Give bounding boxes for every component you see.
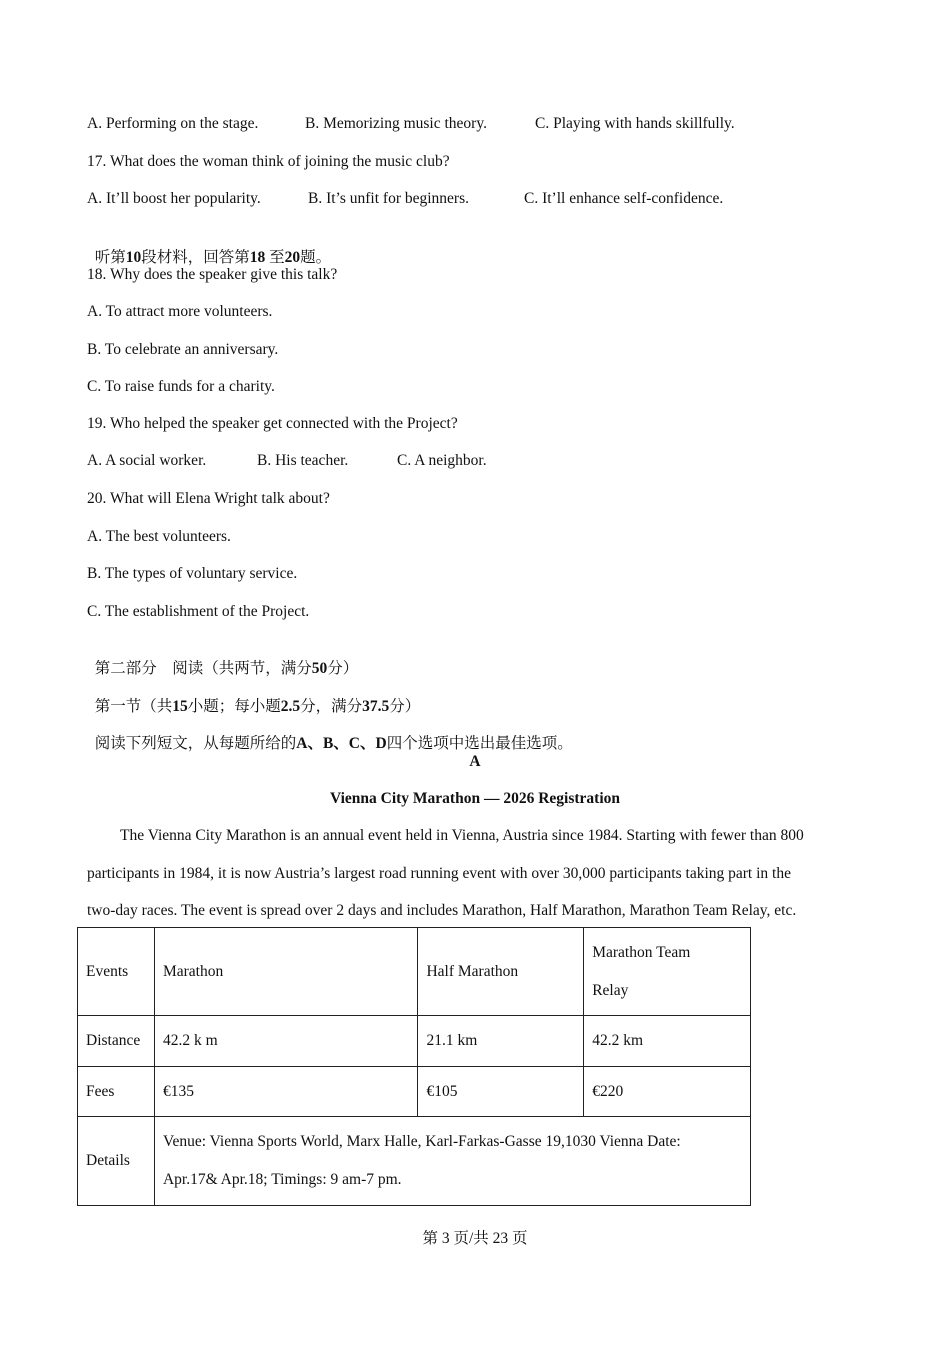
q17-options (0, 190, 950, 210)
table-row (78, 1067, 751, 1117)
table-cell: Events (78, 928, 155, 1016)
passage-title: Vienna City Marathon — 2026 Registration (329, 790, 621, 807)
q19-option-c: C. A neighbor. (397, 452, 487, 469)
q16-option-a: A. Performing on the stage. (87, 115, 259, 132)
q20-option-c: C. The establishment of the Project. (87, 603, 310, 620)
part2-heading: 第二部分 阅读（共两节，满分50分） (94, 660, 359, 677)
table-cell: Details (78, 1117, 155, 1206)
page-footer: 第 3 页/共 23 页 (422, 1230, 528, 1247)
passage-label: A (469, 753, 481, 770)
section1-heading: 第一节（共15小题；每小题2.5分，满分37.5分） (94, 698, 421, 715)
events-table (77, 927, 751, 1206)
table-cell: Marathon Team Relay (584, 928, 751, 1016)
table-cell: Half Marathon (418, 928, 584, 1016)
table-cell: €220 (584, 1067, 751, 1117)
q18-question: 18. Why does the speaker give this talk? (87, 266, 338, 283)
table-row (78, 1016, 751, 1067)
table-cell: €105 (418, 1067, 584, 1117)
q16-option-b: B. Memorizing music theory. (305, 115, 487, 132)
q17-option-a: A. It’ll boost her popularity. (87, 190, 261, 207)
q19-options (0, 452, 950, 472)
q18-option-b: B. To celebrate an anniversary. (87, 341, 279, 358)
q16-option-c: C. Playing with hands skillfully. (535, 115, 735, 132)
table-row (78, 928, 751, 1016)
q17-option-c: C. It’ll enhance self-confidence. (524, 190, 724, 207)
passage-line-2: participants in 1984, it is now Austria’s largest road running event with over 30,000 participants taking part in the (87, 865, 791, 882)
passage-line-3: two-day races. The event is spread over 2 days and includes Marathon, Half Marathon, Marathon Team Relay, etc. (87, 902, 797, 919)
table-cell: 21.1 km (418, 1016, 584, 1067)
section10-instruction: 听第10段材料，回答第18 至20题。 (94, 249, 332, 266)
table-cell: 42.2 km (584, 1016, 751, 1067)
q20-question: 20. What will Elena Wright talk about? (87, 490, 330, 507)
table-cell: Fees (78, 1067, 155, 1117)
q20-option-b: B. The types of voluntary service. (87, 565, 298, 582)
reading-instruction: 阅读下列短文，从每题所给的A、B、C、D四个选项中选出最佳选项。 (94, 735, 573, 752)
table-row (78, 1117, 751, 1206)
q18-option-c: C. To raise funds for a charity. (87, 378, 275, 395)
q19-question: 19. Who helped the speaker get connected with the Project? (87, 415, 458, 432)
q16-options (0, 115, 950, 135)
q17-question: 17. What does the woman think of joining the music club? (87, 153, 450, 170)
table-cell: Venue: Vienna Sports World, Marx Halle, Karl-Farkas-Gasse 19,1030 Vienna Date: Apr.17& Apr.18; Timings: 9 am-7 pm. (154, 1117, 750, 1206)
q18-option-a: A. To attract more volunteers. (87, 303, 273, 320)
q17-option-b: B. It’s unfit for beginners. (308, 190, 470, 207)
table-cell: €135 (154, 1067, 417, 1117)
table-cell: Marathon (154, 928, 417, 1016)
table-cell: 42.2 k m (154, 1016, 417, 1067)
q19-option-a: A. A social worker. (87, 452, 207, 469)
q19-option-b: B. His teacher. (257, 452, 349, 469)
table-cell: Distance (78, 1016, 155, 1067)
passage-line-1: The Vienna City Marathon is an annual event held in Vienna, Austria since 1984. Starting with fewer than 800 (120, 827, 804, 844)
q20-option-a: A. The best volunteers. (87, 528, 231, 545)
